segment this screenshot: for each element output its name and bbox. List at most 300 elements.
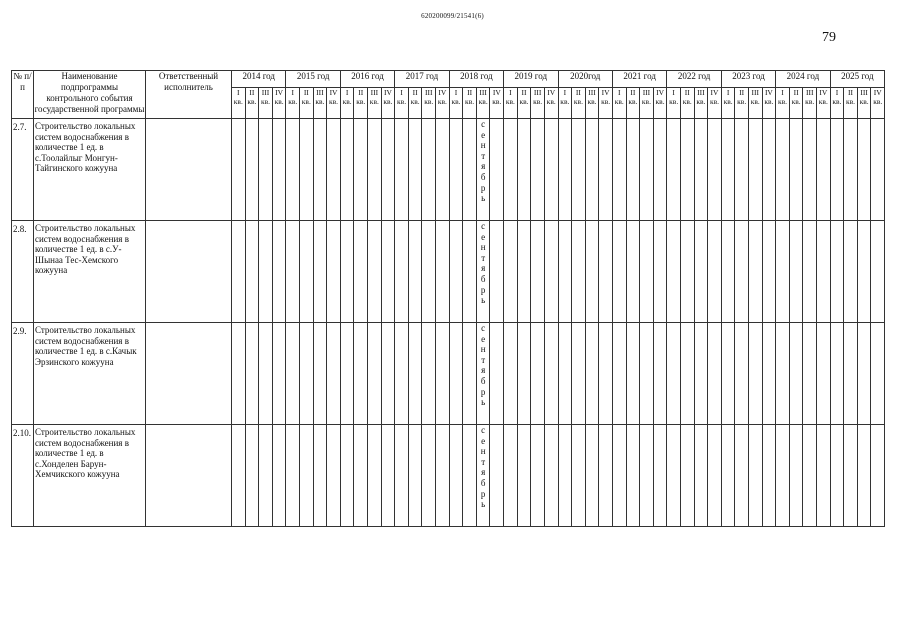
quarter-header bbox=[517, 88, 531, 119]
quarter-cell bbox=[585, 221, 599, 323]
row-executor bbox=[146, 425, 232, 527]
quarter-header bbox=[789, 88, 803, 119]
quarter-unit: кв. bbox=[764, 97, 774, 106]
year-header: 2015 год bbox=[286, 71, 340, 88]
quarter-number: III bbox=[805, 88, 814, 97]
quarter-unit: кв. bbox=[641, 97, 651, 106]
quarter-cell bbox=[776, 425, 790, 527]
quarter-number: II bbox=[575, 88, 581, 97]
quarter-number: II bbox=[467, 88, 473, 97]
quarter-cell bbox=[680, 221, 694, 323]
year-header: 2025 год bbox=[830, 71, 884, 88]
deadline-letter: б bbox=[480, 273, 486, 284]
quarter-header bbox=[381, 88, 395, 119]
deadline-letter: е bbox=[481, 129, 486, 140]
quarter-unit: кв. bbox=[560, 97, 570, 106]
quarter-cell bbox=[694, 425, 708, 527]
quarter-header bbox=[585, 88, 599, 119]
quarter-cell bbox=[844, 221, 858, 323]
quarter-cell bbox=[667, 323, 681, 425]
quarter-cell bbox=[599, 221, 613, 323]
quarter-header bbox=[857, 88, 871, 119]
quarter-number: IV bbox=[438, 88, 447, 97]
quarter-cell bbox=[817, 323, 831, 425]
quarter-cell bbox=[286, 221, 300, 323]
year-header: 2024 год bbox=[776, 71, 830, 88]
quarter-cell bbox=[517, 119, 531, 221]
quarter-cell bbox=[381, 425, 395, 527]
quarter-header bbox=[286, 88, 300, 119]
deadline-letter: р bbox=[480, 182, 486, 193]
quarter-unit: кв. bbox=[587, 97, 597, 106]
year-header: 2019 год bbox=[504, 71, 558, 88]
quarter-cell bbox=[626, 425, 640, 527]
quarter-cell bbox=[286, 119, 300, 221]
quarter-unit: кв. bbox=[750, 97, 760, 106]
quarter-cell bbox=[558, 425, 572, 527]
quarter-cell bbox=[395, 119, 409, 221]
quarter-number: III bbox=[860, 88, 868, 97]
quarter-header bbox=[395, 88, 409, 119]
quarter-cell bbox=[694, 119, 708, 221]
row-executor bbox=[146, 221, 232, 323]
deadline-letter: т bbox=[481, 354, 486, 365]
quarter-cell bbox=[735, 425, 749, 527]
quarter-cell bbox=[735, 119, 749, 221]
quarter-cell bbox=[259, 323, 273, 425]
deadline-letter: е bbox=[481, 333, 486, 344]
quarter-cell bbox=[585, 323, 599, 425]
quarter-cell bbox=[857, 221, 871, 323]
row-number: 2.10. bbox=[12, 425, 34, 527]
quarter-cell bbox=[463, 323, 477, 425]
quarter-unit: кв. bbox=[260, 97, 271, 106]
quarter-cell bbox=[272, 221, 286, 323]
quarter-number: III bbox=[425, 88, 433, 97]
deadline-letter: т bbox=[481, 150, 486, 161]
quarter-unit: кв. bbox=[628, 97, 638, 106]
quarter-cell bbox=[531, 323, 545, 425]
quarter-number: I bbox=[781, 88, 784, 97]
quarter-cell bbox=[354, 425, 368, 527]
quarter-header bbox=[232, 88, 246, 119]
quarter-header bbox=[327, 88, 341, 119]
deadline-letter: б bbox=[480, 375, 486, 386]
quarter-number: I bbox=[454, 88, 458, 97]
quarter-number: III bbox=[642, 88, 651, 97]
quarter-number: I bbox=[237, 88, 240, 97]
deadline-letter: н bbox=[480, 344, 486, 355]
quarter-number: III bbox=[751, 88, 760, 97]
year-header: 2022 год bbox=[667, 71, 721, 88]
quarter-number: IV bbox=[492, 88, 501, 97]
deadline-letter: ь bbox=[481, 295, 486, 306]
quarter-cell bbox=[395, 221, 409, 323]
quarter-cell bbox=[653, 119, 667, 221]
quarter-cell bbox=[817, 119, 831, 221]
row-number: 2.8. bbox=[12, 221, 34, 323]
quarter-cell bbox=[572, 323, 586, 425]
column-header-executor: Ответственный исполнитель bbox=[146, 71, 232, 119]
deadline-letter: т bbox=[481, 252, 486, 263]
quarter-cell bbox=[436, 221, 450, 323]
row-number: 2.9. bbox=[12, 323, 34, 425]
quarter-cell bbox=[844, 425, 858, 527]
quarter-unit: кв. bbox=[505, 97, 515, 106]
quarter-cell bbox=[776, 119, 790, 221]
year-header: 2017 год bbox=[395, 71, 449, 88]
quarter-cell bbox=[504, 323, 518, 425]
quarter-cell bbox=[517, 323, 531, 425]
row-deadline-mark bbox=[476, 323, 490, 425]
quarter-header bbox=[680, 88, 694, 119]
deadline-letter: е bbox=[481, 231, 486, 242]
quarter-unit: кв. bbox=[451, 97, 461, 106]
quarter-header bbox=[721, 88, 735, 119]
quarter-cell bbox=[776, 323, 790, 425]
quarter-cell bbox=[300, 221, 314, 323]
quarter-cell bbox=[585, 119, 599, 221]
quarter-unit: кв. bbox=[233, 97, 243, 106]
quarter-cell bbox=[368, 221, 382, 323]
deadline-letter: я bbox=[481, 161, 486, 172]
quarter-cell bbox=[449, 221, 463, 323]
quarter-cell bbox=[531, 221, 545, 323]
quarter-cell bbox=[395, 323, 409, 425]
quarter-unit: кв. bbox=[315, 97, 325, 106]
quarter-cell bbox=[272, 323, 286, 425]
year-header: 2014 год bbox=[232, 71, 286, 88]
quarter-cell bbox=[667, 119, 681, 221]
quarter-cell bbox=[830, 425, 844, 527]
quarter-header bbox=[340, 88, 354, 119]
year-header: 2020год bbox=[558, 71, 612, 88]
year-header: 2016 год bbox=[340, 71, 394, 88]
quarter-number: IV bbox=[656, 88, 665, 97]
quarter-header bbox=[368, 88, 382, 119]
quarter-cell bbox=[504, 425, 518, 527]
quarter-header bbox=[694, 88, 708, 119]
quarter-cell bbox=[558, 323, 572, 425]
quarter-unit: кв. bbox=[533, 97, 543, 106]
row-event-name: Строительство локальных систем водоснабжения в количестве 1 ед. в с.У-Шынаа Тес-Хемского кожууна bbox=[34, 221, 146, 323]
quarter-unit: кв. bbox=[709, 97, 719, 106]
quarter-cell bbox=[694, 323, 708, 425]
quarter-cell bbox=[708, 221, 722, 323]
quarter-number: IV bbox=[764, 88, 773, 97]
quarter-number: II bbox=[684, 88, 690, 97]
deadline-letter: б bbox=[480, 171, 486, 182]
quarter-unit: кв. bbox=[274, 97, 284, 106]
quarter-cell bbox=[844, 323, 858, 425]
quarter-cell bbox=[232, 425, 246, 527]
quarter-cell bbox=[612, 425, 626, 527]
quarter-header bbox=[531, 88, 545, 119]
quarter-number: I bbox=[563, 88, 567, 97]
quarter-cell bbox=[232, 221, 246, 323]
quarter-header bbox=[653, 88, 667, 119]
quarter-cell bbox=[531, 119, 545, 221]
quarter-number: II bbox=[303, 88, 309, 97]
quarter-unit: кв. bbox=[437, 97, 447, 106]
document-id: 620200099/21541(6) bbox=[421, 12, 484, 20]
quarter-cell bbox=[735, 221, 749, 323]
quarter-cell bbox=[640, 221, 654, 323]
quarter-cell bbox=[612, 323, 626, 425]
quarter-number: III bbox=[479, 88, 487, 97]
quarter-cell bbox=[381, 323, 395, 425]
quarter-unit: кв. bbox=[737, 97, 747, 106]
quarter-cell bbox=[857, 119, 871, 221]
quarter-cell bbox=[721, 323, 735, 425]
quarter-unit: кв. bbox=[492, 97, 502, 106]
quarter-cell bbox=[313, 119, 327, 221]
quarter-unit: кв. bbox=[846, 97, 856, 106]
quarter-cell bbox=[871, 323, 885, 425]
quarter-number: II bbox=[848, 88, 854, 97]
quarter-cell bbox=[408, 425, 422, 527]
quarter-cell bbox=[272, 119, 286, 221]
quarter-cell bbox=[599, 119, 613, 221]
quarter-header bbox=[544, 88, 558, 119]
table-row bbox=[12, 221, 885, 323]
quarter-header bbox=[817, 88, 831, 119]
quarter-cell bbox=[708, 119, 722, 221]
quarter-cell bbox=[830, 221, 844, 323]
quarter-cell bbox=[817, 425, 831, 527]
table-row bbox=[12, 119, 885, 221]
quarter-unit: кв. bbox=[465, 97, 475, 106]
quarter-number: III bbox=[588, 88, 596, 97]
quarter-cell bbox=[721, 119, 735, 221]
quarter-header bbox=[558, 88, 572, 119]
quarter-header bbox=[436, 88, 450, 119]
deadline-letter: н bbox=[480, 446, 486, 457]
column-header-number: № п/п bbox=[12, 71, 34, 119]
quarter-unit: кв. bbox=[805, 97, 815, 106]
quarter-cell bbox=[245, 323, 259, 425]
quarter-cell bbox=[340, 221, 354, 323]
quarter-cell bbox=[572, 119, 586, 221]
quarter-number: III bbox=[697, 88, 705, 97]
quarter-cell bbox=[803, 425, 817, 527]
quarter-unit: кв. bbox=[478, 97, 488, 106]
deadline-letter: с bbox=[481, 425, 486, 435]
deadline-letter: с bbox=[481, 119, 486, 129]
quarter-cell bbox=[422, 221, 436, 323]
quarter-number: I bbox=[835, 88, 839, 97]
quarter-cell bbox=[354, 221, 368, 323]
deadline-letter: н bbox=[480, 140, 486, 151]
quarter-cell bbox=[517, 425, 531, 527]
quarter-unit: кв. bbox=[288, 97, 298, 106]
quarter-cell bbox=[300, 425, 314, 527]
quarter-cell bbox=[313, 425, 327, 527]
quarter-number: IV bbox=[601, 88, 610, 97]
quarter-cell bbox=[232, 323, 246, 425]
quarter-cell bbox=[436, 119, 450, 221]
quarter-cell bbox=[381, 221, 395, 323]
quarter-cell bbox=[762, 119, 776, 221]
quarter-cell bbox=[340, 323, 354, 425]
page-number: 79 bbox=[822, 30, 836, 45]
quarter-unit: кв. bbox=[247, 97, 257, 106]
quarter-cell bbox=[544, 425, 558, 527]
deadline-letter: т bbox=[481, 456, 486, 467]
year-header: 2021 год bbox=[612, 71, 666, 88]
quarter-cell bbox=[245, 119, 259, 221]
quarter-unit: кв. bbox=[356, 97, 366, 106]
quarter-cell bbox=[490, 323, 504, 425]
quarter-unit: кв. bbox=[342, 97, 352, 106]
quarter-cell bbox=[531, 425, 545, 527]
quarter-cell bbox=[354, 323, 368, 425]
quarter-cell bbox=[803, 119, 817, 221]
quarter-cell bbox=[490, 119, 504, 221]
quarter-number: IV bbox=[275, 88, 284, 97]
quarter-cell bbox=[408, 119, 422, 221]
deadline-letter: р bbox=[480, 284, 486, 295]
quarter-unit: кв. bbox=[424, 97, 434, 106]
quarter-cell bbox=[776, 221, 790, 323]
quarter-number: II bbox=[249, 88, 255, 97]
quarter-cell bbox=[626, 221, 640, 323]
quarter-cell bbox=[408, 323, 422, 425]
quarter-cell bbox=[844, 119, 858, 221]
quarter-cell bbox=[667, 221, 681, 323]
quarter-number: III bbox=[316, 88, 324, 97]
quarter-cell bbox=[803, 323, 817, 425]
quarter-number: I bbox=[509, 88, 512, 97]
quarter-number: IV bbox=[329, 88, 338, 97]
quarter-cell bbox=[232, 119, 246, 221]
quarter-cell bbox=[748, 323, 762, 425]
quarter-cell bbox=[680, 119, 694, 221]
quarter-unit: кв. bbox=[723, 97, 733, 106]
quarter-cell bbox=[517, 221, 531, 323]
quarter-cell bbox=[327, 221, 341, 323]
quarter-cell bbox=[368, 119, 382, 221]
quarter-unit: кв. bbox=[777, 97, 788, 106]
quarter-header bbox=[259, 88, 273, 119]
quarter-number: IV bbox=[547, 88, 556, 97]
quarter-unit: кв. bbox=[696, 97, 706, 106]
quarter-unit: кв. bbox=[546, 97, 556, 106]
quarter-number: II bbox=[521, 88, 527, 97]
quarter-cell bbox=[300, 119, 314, 221]
quarter-cell bbox=[463, 425, 477, 527]
quarter-number: IV bbox=[710, 88, 719, 97]
quarter-header bbox=[762, 88, 776, 119]
quarter-cell bbox=[504, 221, 518, 323]
quarter-cell bbox=[748, 221, 762, 323]
row-event-name: Строительство локальных систем водоснабжения в количестве 1 ед. в с.Тоолайлыг Монгун-Тайгинского кожууна bbox=[34, 119, 146, 221]
quarter-cell bbox=[762, 221, 776, 323]
quarter-header bbox=[667, 88, 681, 119]
quarter-cell bbox=[490, 221, 504, 323]
quarter-number: I bbox=[400, 88, 403, 97]
quarter-header bbox=[803, 88, 817, 119]
deadline-letter: я bbox=[481, 263, 486, 274]
quarter-cell bbox=[504, 119, 518, 221]
quarter-number: I bbox=[618, 88, 621, 97]
quarter-header bbox=[640, 88, 654, 119]
quarter-cell bbox=[830, 119, 844, 221]
quarter-cell bbox=[653, 425, 667, 527]
quarter-number: IV bbox=[873, 88, 882, 97]
year-header: 2023 год bbox=[721, 71, 775, 88]
quarter-unit: кв. bbox=[519, 97, 529, 106]
quarter-cell bbox=[762, 425, 776, 527]
quarter-cell bbox=[272, 425, 286, 527]
quarter-number: II bbox=[739, 88, 745, 97]
quarter-cell bbox=[748, 119, 762, 221]
quarter-cell bbox=[368, 323, 382, 425]
quarter-cell bbox=[640, 425, 654, 527]
deadline-letter: с bbox=[481, 323, 486, 333]
quarter-cell bbox=[789, 119, 803, 221]
quarter-cell bbox=[259, 119, 273, 221]
deadline-letter: н bbox=[480, 242, 486, 253]
quarter-header bbox=[599, 88, 613, 119]
quarter-cell bbox=[572, 425, 586, 527]
quarter-header bbox=[245, 88, 259, 119]
quarter-cell bbox=[259, 425, 273, 527]
quarter-cell bbox=[245, 425, 259, 527]
quarter-header bbox=[572, 88, 586, 119]
quarter-unit: кв. bbox=[873, 97, 883, 106]
quarter-cell bbox=[327, 425, 341, 527]
quarter-cell bbox=[871, 221, 885, 323]
row-event-name: Строительство локальных систем водоснабжения в количестве 1 ед. в с.Качык Эрзинского кожууна bbox=[34, 323, 146, 425]
quarter-cell bbox=[748, 425, 762, 527]
quarter-cell bbox=[422, 323, 436, 425]
quarter-unit: кв. bbox=[669, 97, 679, 106]
quarter-cell bbox=[490, 425, 504, 527]
quarter-number: I bbox=[726, 88, 730, 97]
deadline-letter: е bbox=[481, 435, 486, 446]
quarter-cell bbox=[871, 425, 885, 527]
quarter-cell bbox=[817, 221, 831, 323]
quarter-header bbox=[490, 88, 504, 119]
quarter-cell bbox=[544, 323, 558, 425]
quarter-header bbox=[422, 88, 436, 119]
quarter-cell bbox=[857, 425, 871, 527]
quarter-header bbox=[300, 88, 314, 119]
quarter-number: I bbox=[345, 88, 349, 97]
deadline-letter: ь bbox=[481, 193, 486, 204]
quarter-unit: кв. bbox=[301, 97, 311, 106]
row-number: 2.7. bbox=[12, 119, 34, 221]
quarter-header bbox=[748, 88, 762, 119]
quarter-header bbox=[504, 88, 518, 119]
quarter-cell bbox=[871, 119, 885, 221]
quarter-cell bbox=[354, 119, 368, 221]
quarter-cell bbox=[612, 119, 626, 221]
quarter-unit: кв. bbox=[383, 97, 393, 106]
quarter-cell bbox=[449, 323, 463, 425]
table-row bbox=[12, 425, 885, 527]
table-row bbox=[12, 323, 885, 425]
quarter-number: IV bbox=[819, 88, 828, 97]
quarter-cell bbox=[381, 119, 395, 221]
quarter-cell bbox=[436, 323, 450, 425]
quarter-cell bbox=[286, 323, 300, 425]
quarter-cell bbox=[789, 323, 803, 425]
quarter-number: III bbox=[533, 88, 542, 97]
quarter-cell bbox=[708, 323, 722, 425]
quarter-unit: кв. bbox=[328, 97, 339, 106]
